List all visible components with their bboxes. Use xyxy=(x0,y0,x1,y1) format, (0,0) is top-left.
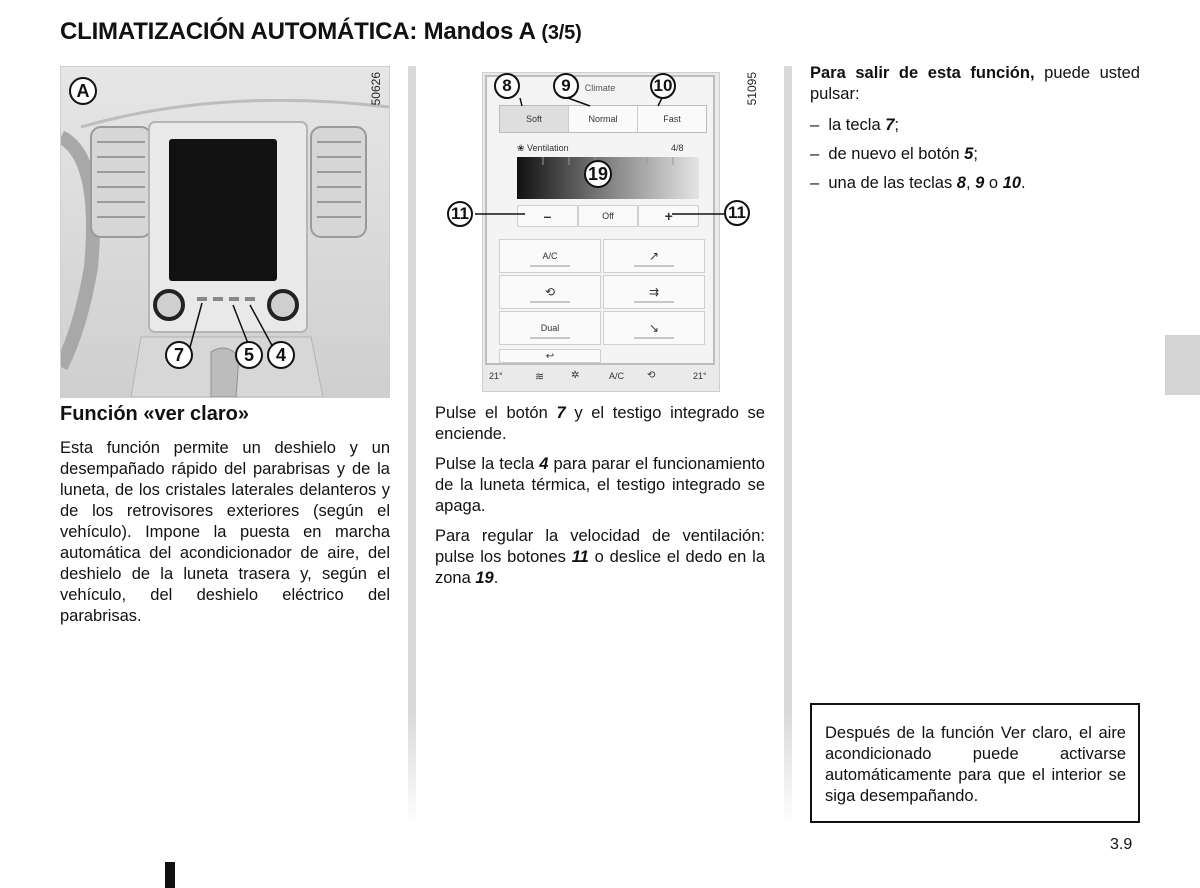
dashboard-illustration xyxy=(61,67,389,397)
airflow-mixed-button[interactable] xyxy=(603,275,705,309)
callout-10: 10 xyxy=(650,73,676,99)
back-button[interactable] xyxy=(499,349,601,363)
airflow-face-button[interactable] xyxy=(603,239,705,273)
p3-ref-2: 19 xyxy=(475,569,494,587)
figure-b-leaders xyxy=(440,60,760,240)
p3-text-c: . xyxy=(493,569,499,587)
p2-text-a: Pulse la tecla xyxy=(435,455,540,473)
title-text: CLIMATIZACIÓN AUTOMÁTICA: Mandos A xyxy=(60,18,535,45)
recirc-status-icon: ⟲ xyxy=(647,370,656,381)
list-sep: , xyxy=(965,174,976,192)
p3-text-a: Para regular la velocidad de ventilación: pulse los botones xyxy=(435,527,765,566)
figure-b-ref: 51095 xyxy=(745,72,759,106)
list-ref: 9 xyxy=(975,174,985,192)
list-sep: o xyxy=(984,174,1003,192)
callout-5: 5 xyxy=(235,341,263,369)
screen-title: Climate xyxy=(584,83,616,93)
column-2 xyxy=(435,403,765,589)
column-3 xyxy=(810,63,1140,202)
note-text: Después de la función Ver claro, el aire acondicionado puede activarse automáticamente para que el interior se siga desempañando. xyxy=(825,724,1126,805)
ac-label: A/C xyxy=(542,251,558,261)
recirculation-button[interactable] xyxy=(499,275,601,309)
touchscreen xyxy=(169,139,277,281)
airflow-feet-icon: ↘ xyxy=(648,321,660,335)
p2-text-b: para parar el funcionamiento de la luneta térmica, el testigo integrado se apaga. xyxy=(435,455,765,515)
bleed-mark xyxy=(165,862,175,888)
callout-9: 9 xyxy=(553,73,579,99)
col2-paragraph-2 xyxy=(435,454,765,517)
figure-a-dashboard xyxy=(60,66,390,398)
list-item xyxy=(810,115,1140,136)
list-text: la tecla xyxy=(828,116,886,134)
list-ref: 5 xyxy=(964,145,974,163)
list-text: una de las teclas xyxy=(828,174,957,192)
list-item xyxy=(810,173,1140,194)
note-box xyxy=(810,703,1140,823)
title-part: (3/5) xyxy=(541,22,582,44)
list-dash: – xyxy=(810,116,820,134)
callout-a: A xyxy=(69,77,97,105)
fan-icon: ❀ xyxy=(517,143,528,153)
dual-button[interactable] xyxy=(499,311,601,345)
callout-8: 8 xyxy=(494,73,520,99)
ventilation-text: Ventilation xyxy=(527,143,569,153)
intro-bold: Para salir de esta función, xyxy=(810,64,1035,82)
airflow-mixed-icon: ⇉ xyxy=(648,285,660,299)
column-divider-2 xyxy=(784,66,792,826)
dual-label: Dual xyxy=(540,323,560,333)
recirculation-icon: ⟲ xyxy=(544,285,556,299)
fan-off-button[interactable]: Off xyxy=(578,205,639,227)
exit-options-list xyxy=(810,115,1140,194)
column-divider-1 xyxy=(408,66,416,826)
ac-status: A/C xyxy=(609,371,625,381)
column-1 xyxy=(60,403,390,627)
list-ref: 8 xyxy=(956,174,966,192)
col2-paragraph-1 xyxy=(435,403,765,445)
p1-text-b: y el testigo integrado se enciende. xyxy=(435,404,765,443)
airflow-feet-button[interactable] xyxy=(603,311,705,345)
list-punct: . xyxy=(1021,174,1026,192)
figure-a-ref: 50626 xyxy=(369,72,383,106)
list-ref: 7 xyxy=(885,116,895,134)
seat-heat-icon: ≋ xyxy=(535,371,545,383)
back-icon: ↩ xyxy=(545,350,555,362)
airflow-face-icon: ↗ xyxy=(648,249,660,263)
fan-plus-button[interactable]: + xyxy=(638,205,699,227)
p2-ref: 4 xyxy=(539,455,549,473)
ac-button[interactable] xyxy=(499,239,601,273)
callout-11-right: 11 xyxy=(724,200,750,226)
ventilation-level: 4/8 xyxy=(671,143,684,153)
col3-intro xyxy=(810,63,1140,105)
fan-minus-button[interactable]: – xyxy=(517,205,578,227)
list-dash: – xyxy=(810,145,820,163)
callout-4: 4 xyxy=(267,341,295,369)
p1-text-a: Pulse el botón xyxy=(435,404,557,422)
p3-text-b: o deslice el dedo en la zona xyxy=(435,548,765,587)
fan-status-icon: ✲ xyxy=(571,370,580,381)
list-item xyxy=(810,144,1140,165)
callout-19: 19 xyxy=(584,160,612,188)
intro-rest: puede usted pulsar: xyxy=(810,64,1140,103)
list-punct: ; xyxy=(973,145,978,163)
page-title xyxy=(60,18,582,46)
section-tab xyxy=(1165,335,1200,395)
col1-paragraph: Esta función permite un deshielo y un desempañado rápido del parabrisas y de la luneta, de los cristales laterales delanteros y de los retrovisores exteriores (según el vehículo). Impone la puesta en marcha automática del acondicionador de aire, del deshielo de la luneta trasera y, según el vehículo, del deshielo eléctrico del parabrisas. xyxy=(60,439,390,625)
col2-paragraph-3 xyxy=(435,526,765,589)
list-punct: ; xyxy=(894,116,900,134)
list-text: de nuevo el botón xyxy=(828,145,965,163)
tab-soft[interactable]: Soft xyxy=(500,106,569,132)
list-dash: – xyxy=(810,174,820,192)
callout-11-left: 11 xyxy=(447,201,473,227)
page-number: 3.9 xyxy=(1110,836,1133,853)
status-bar xyxy=(483,367,719,389)
p3-ref-1: 11 xyxy=(571,548,589,566)
callout-7: 7 xyxy=(165,341,193,369)
p1-ref: 7 xyxy=(556,404,566,422)
temp-left: 21° xyxy=(489,371,503,381)
tab-fast[interactable]: Fast xyxy=(638,106,706,132)
temp-right: 21° xyxy=(693,371,707,381)
tab-normal[interactable]: Normal xyxy=(569,106,638,132)
list-ref: 10 xyxy=(1002,174,1022,192)
section-heading: Función «ver claro» xyxy=(60,403,249,425)
